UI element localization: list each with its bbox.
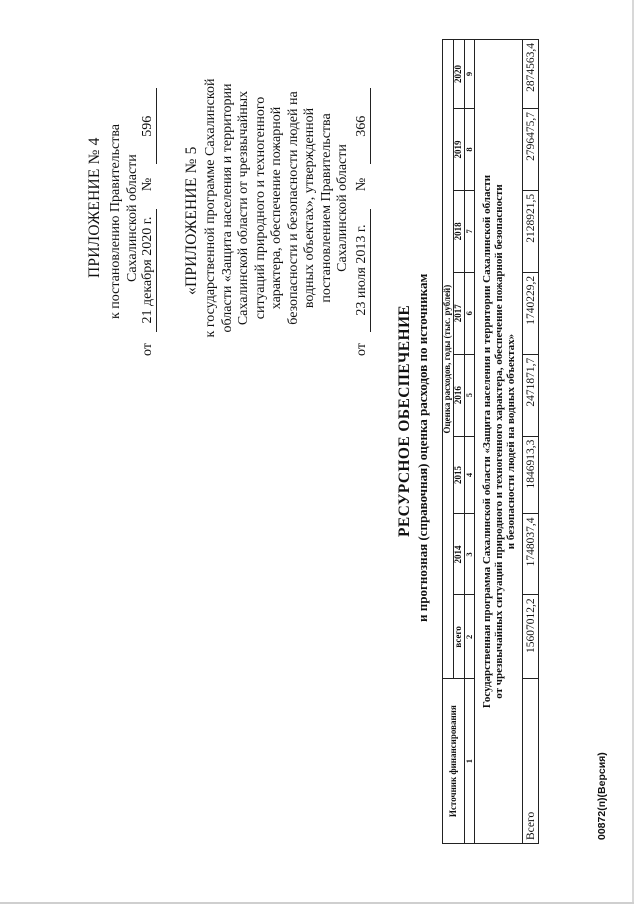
appendix4-line1: к постановлению Правительства bbox=[108, 123, 123, 319]
appendix4-number-sign: № bbox=[140, 177, 155, 192]
header-estimate: Оценка расходов, годы (тыс. рублей) bbox=[443, 40, 454, 679]
column-number: 4 bbox=[465, 436, 475, 514]
row-value: 1846913,3 bbox=[523, 436, 539, 514]
row-value: 2796475,7 bbox=[523, 109, 539, 191]
appendix5-number-sign: № bbox=[354, 177, 369, 192]
column-number: 2 bbox=[465, 595, 475, 679]
appendix5-title: «ПРИЛОЖЕНИЕ № 5 bbox=[183, 146, 200, 295]
column-number: 7 bbox=[465, 190, 475, 272]
appendix4-title: ПРИЛОЖЕНИЕ № 4 bbox=[86, 137, 103, 278]
appendix5-line: к государственной программе Сахалинской bbox=[203, 78, 218, 338]
appendix5-line: характера, обеспечение пожарной bbox=[269, 106, 284, 310]
header-year: 2018 bbox=[454, 190, 465, 272]
header-year: 2016 bbox=[454, 354, 465, 436]
column-number: 6 bbox=[465, 272, 475, 354]
appendix4-number: 596 bbox=[141, 88, 157, 164]
appendix4-date-line bbox=[140, 88, 157, 356]
header-year: 2017 bbox=[454, 272, 465, 354]
column-number: 5 bbox=[465, 354, 475, 436]
header-year: 2019 bbox=[454, 109, 465, 191]
appendix4-date: 21 декабря 2020 г. bbox=[141, 209, 157, 332]
row-value: 1748037,4 bbox=[523, 514, 539, 595]
column-number: 3 bbox=[465, 514, 475, 595]
header-year: 2014 bbox=[454, 514, 465, 595]
row-value: 2874563,4 bbox=[523, 40, 539, 109]
header-year: 2020 bbox=[454, 40, 465, 109]
row-label: Всего bbox=[523, 679, 539, 844]
appendix5-number: 366 bbox=[355, 88, 371, 164]
header-year: 2015 bbox=[454, 436, 465, 514]
column-number: 8 bbox=[465, 109, 475, 191]
appendix5-line: области «Защита населения и территории bbox=[219, 83, 235, 333]
table-row bbox=[523, 40, 539, 844]
appendix4-line2: Сахалинской области bbox=[125, 154, 140, 282]
program-name-line: от чрезвычайных ситуаций природного и техногенного характера, обеспечение пожарной безопасности bbox=[492, 184, 505, 699]
row-value: 1740229,2 bbox=[523, 272, 539, 354]
version-label: 00872(п)(Версия) bbox=[596, 752, 608, 840]
appendix5-line: постановлением Правительства bbox=[318, 113, 334, 303]
appendix5-line: безопасности и безопасности людей на bbox=[285, 91, 301, 325]
program-name-line: Государственная программа Сахалинской области «Защита населения и территории Сахалинской области bbox=[480, 174, 493, 709]
resource-table bbox=[442, 39, 539, 844]
column-number: 1 bbox=[465, 679, 475, 844]
header-source: Источник финансирования bbox=[443, 679, 465, 844]
appendix5-date: 23 июля 2013 г. bbox=[355, 209, 371, 332]
column-number: 9 bbox=[465, 40, 475, 109]
appendix5-line: Сахалинской области bbox=[335, 144, 350, 272]
appendix5-line: Сахалинской области от чрезвычайных bbox=[236, 90, 251, 326]
program-name-line: и безопасности людей на водных объектах» bbox=[504, 333, 517, 550]
appendix5-text bbox=[203, 28, 352, 358]
header-year: всего bbox=[454, 595, 465, 679]
resource-subtitle: и прогнозная (справочная) оценка расходов по источникам bbox=[415, 273, 430, 622]
appendix5-date-line bbox=[354, 88, 371, 356]
resource-title: РЕСУРСНОЕ ОБЕСПЕЧЕНИЕ bbox=[396, 304, 413, 537]
row-value: 2128921,5 bbox=[523, 190, 539, 272]
row-value: 15607012,2 bbox=[523, 595, 539, 679]
appendix4-from: от bbox=[140, 343, 155, 356]
appendix5-from: от bbox=[354, 343, 369, 356]
appendix5-line: водных объектах», утвержденной bbox=[302, 107, 317, 309]
program-name bbox=[475, 40, 523, 844]
appendix5-line: ситуаций природного и техногенного bbox=[252, 96, 268, 320]
row-value: 2471871,7 bbox=[523, 354, 539, 436]
